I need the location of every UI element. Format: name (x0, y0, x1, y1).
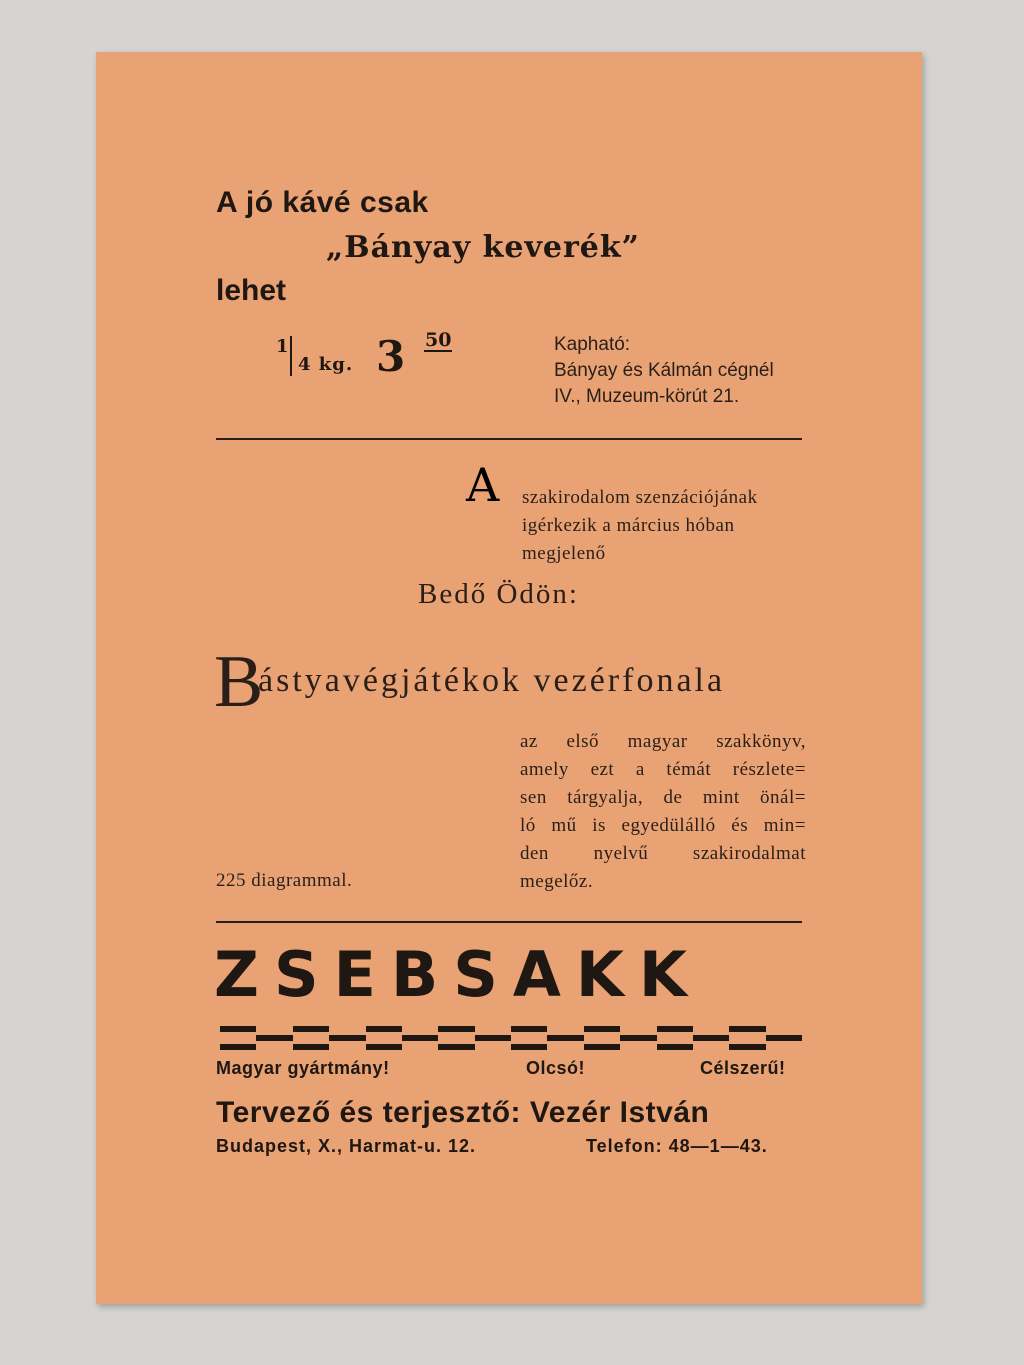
description-line: amely ezt a témát részlete= (520, 759, 806, 780)
coffee-ad-brand: „Bányay keverék” (326, 230, 640, 265)
zsebsakk-brand: ZSEBSAKK (214, 938, 702, 1011)
back-cover-page (96, 52, 922, 1304)
book-title: ástyavégjátékok vezérfonala (258, 662, 726, 699)
phone: Telefon: 48—1—43. (586, 1136, 768, 1156)
book-ad-initial: A (466, 458, 500, 512)
price-fraction-bar (290, 336, 292, 376)
description-line: sen tárgyalja, de mint önál= (520, 787, 806, 808)
intro-line: szakirodalom szenzációjának (522, 487, 758, 508)
book-description (520, 728, 806, 896)
price-fraction: 1 (276, 336, 289, 357)
tag-practical: Célszerű! (700, 1058, 786, 1078)
availability-line: IV., Muzeum-körút 21. (554, 386, 740, 407)
price-unit: 4 kg. (298, 354, 354, 375)
coffee-availability (554, 332, 814, 410)
availability-line: Bányay és Kálmán cégnél (554, 360, 774, 381)
availability-line: Kapható: (554, 334, 631, 355)
address: Budapest, X., Harmat-u. 12. (216, 1136, 477, 1156)
description-line: ló mű is egyedülálló és min= (520, 815, 806, 836)
checkerboard-band (220, 1026, 802, 1050)
book-title-initial: B (214, 641, 264, 723)
price-main: 3 (376, 332, 406, 381)
checker-row (220, 1026, 802, 1032)
tag-made-in-hungary: Magyar gyártmány! (216, 1058, 390, 1078)
price-cents: 50 (425, 329, 452, 351)
description-line: az első magyar szakkönyv, (520, 731, 806, 752)
coffee-ad-line1: A jó kávé csak (216, 186, 429, 219)
intro-line: megjelenő (522, 543, 606, 564)
description-line: megelőz. (520, 871, 594, 892)
divider (216, 921, 802, 923)
checker-row (220, 1035, 802, 1041)
book-author: Bedő Ödön: (418, 578, 579, 610)
checker-row (220, 1044, 802, 1050)
tag-cheap: Olcsó! (526, 1058, 586, 1078)
divider (216, 438, 802, 440)
designer-line: Tervező és terjesztő: Vezér István (216, 1096, 710, 1129)
description-line: den nyelvű szakirodalmat (520, 843, 806, 864)
book-ad-intro (522, 484, 804, 568)
book-diagrams-note: 225 diagrammal. (216, 870, 353, 891)
intro-line: igérkezik a március hóban (522, 515, 735, 536)
coffee-ad-line3: lehet (216, 274, 287, 307)
